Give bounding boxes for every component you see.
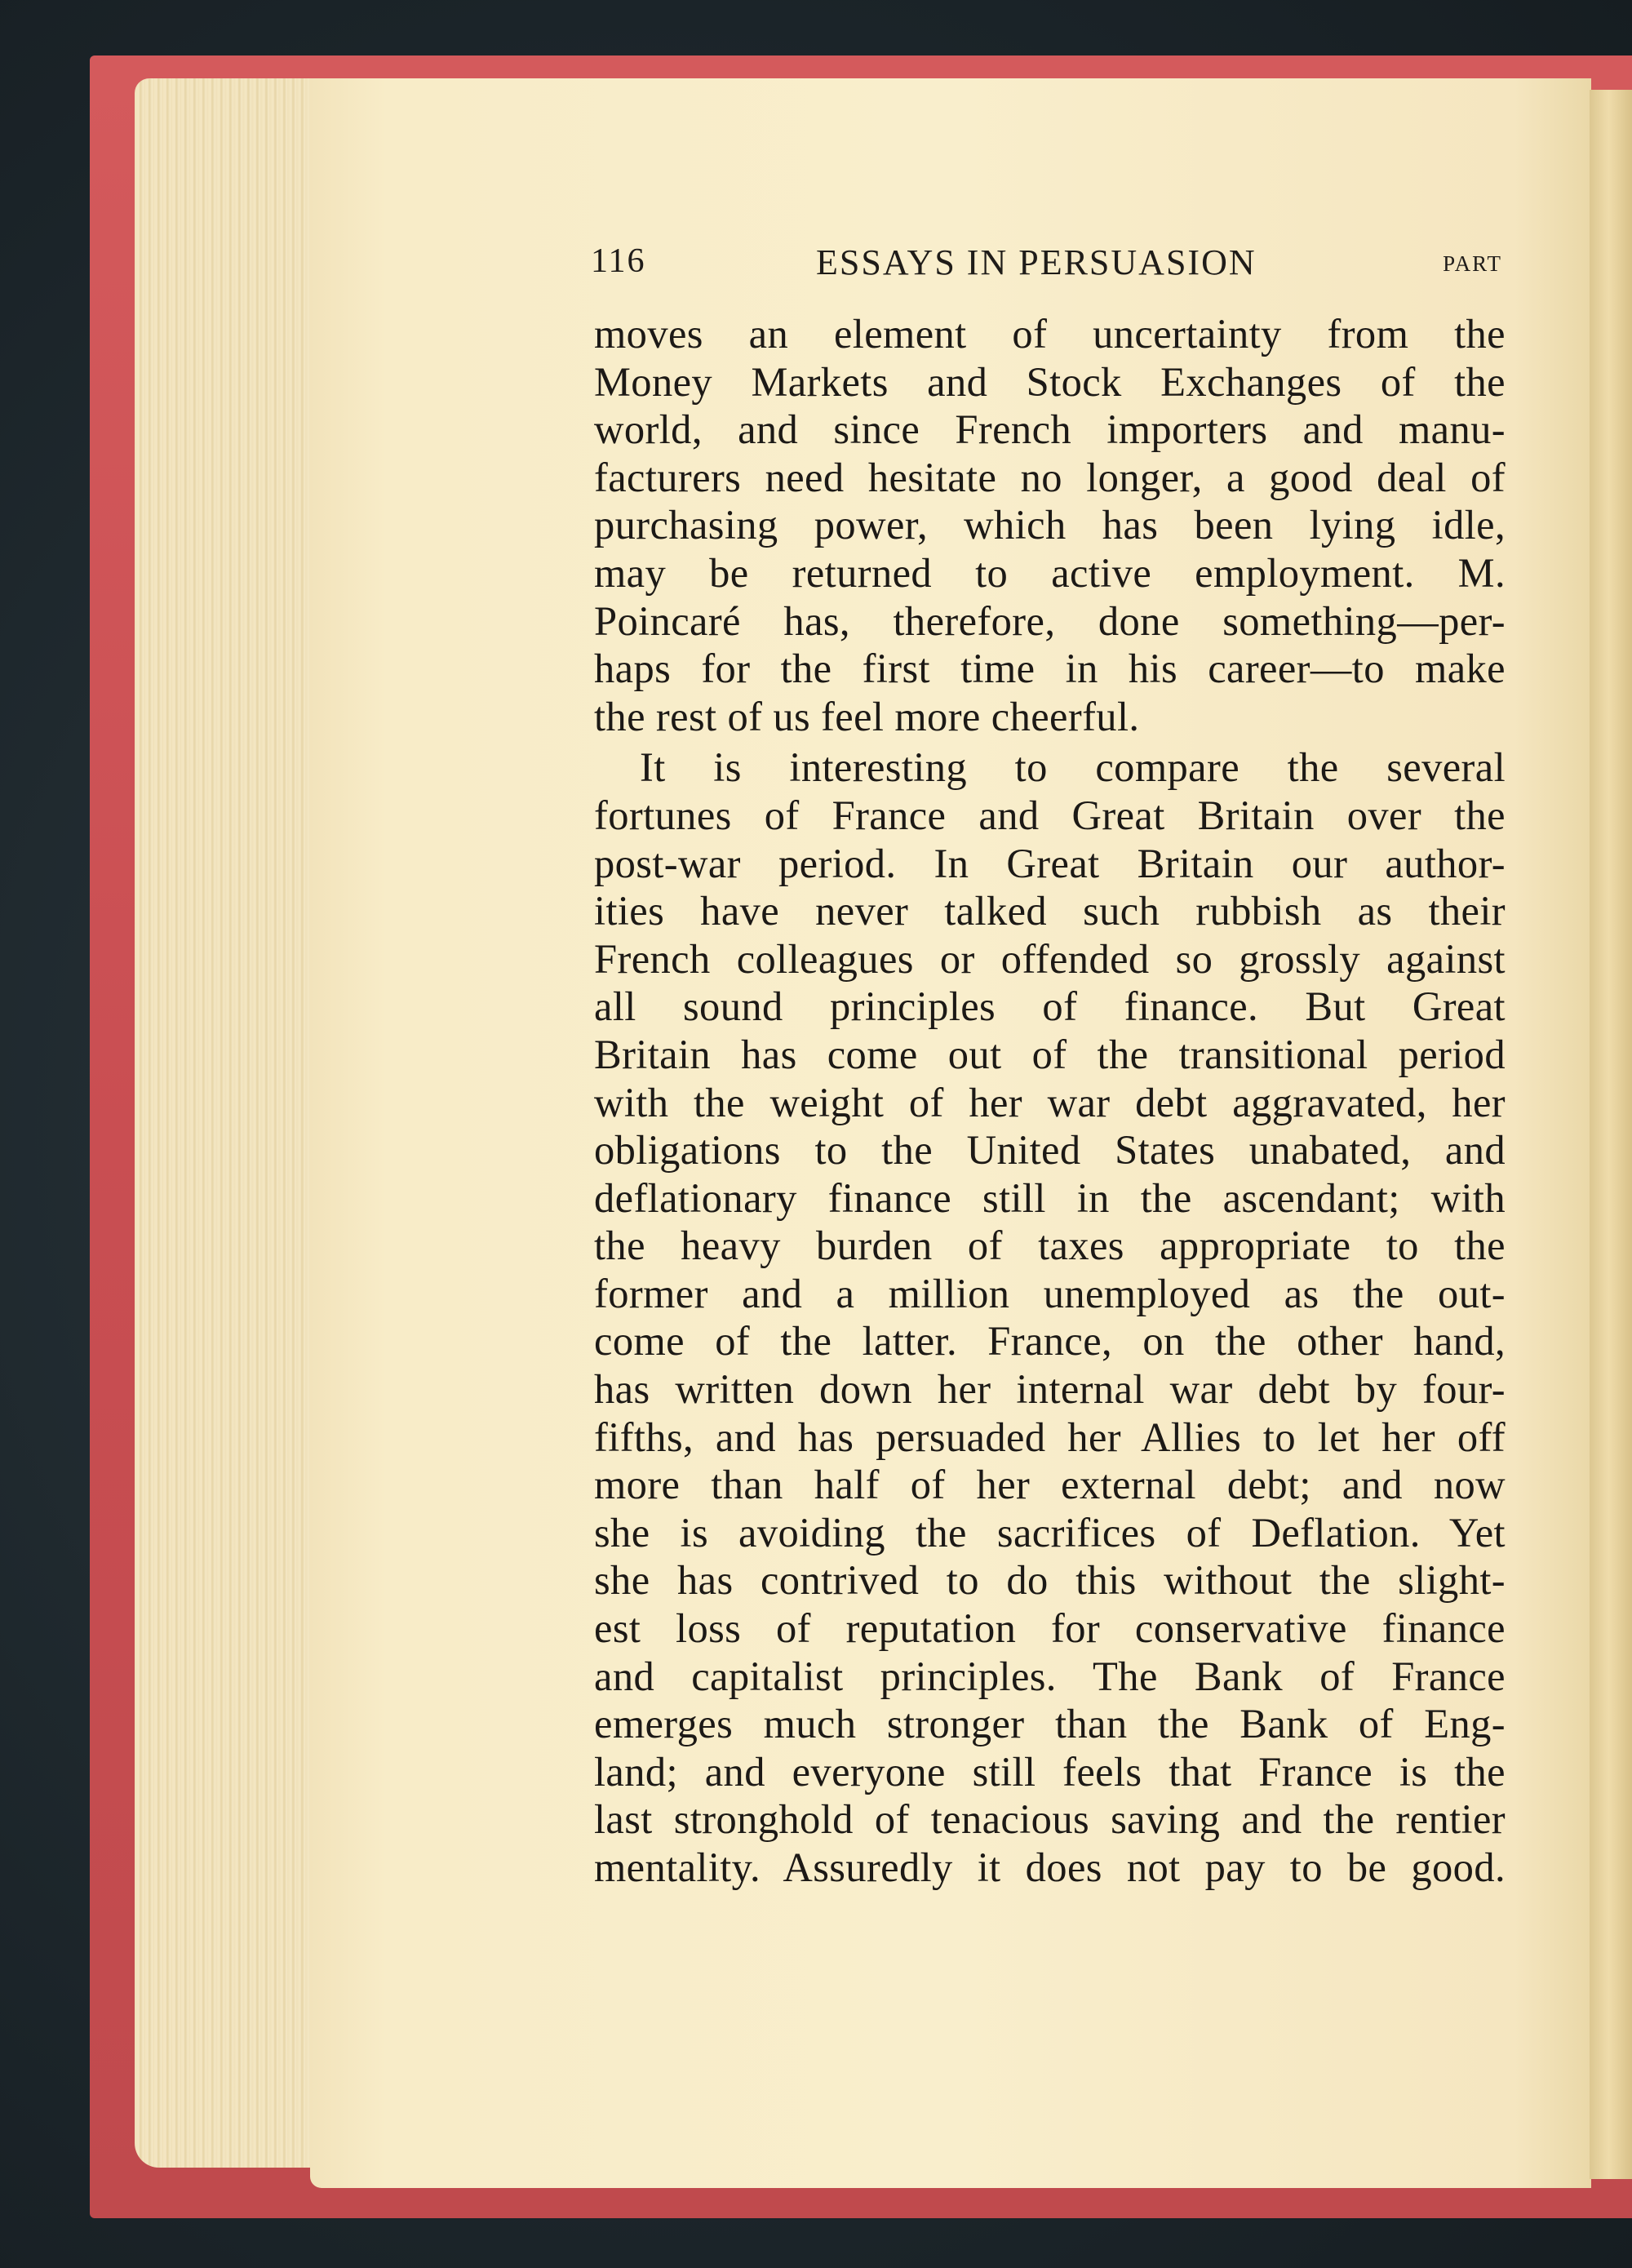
text-line: more than half of her external debt; and now (594, 1462, 1506, 1508)
text-line: emerges much stronger than the Bank of Eng- (594, 1701, 1506, 1747)
text-line: the rest of us feel more cheerful. (594, 693, 1140, 739)
text-line: mentality. Assuredly it does not pay to be good. (594, 1844, 1506, 1890)
text-line: she has contrived to do this without the slight- (594, 1557, 1506, 1604)
text-line: come of the latter. France, on the other hand, (594, 1318, 1506, 1365)
text-line: obligations to the United States unabated, and (594, 1127, 1506, 1174)
text-line: purchasing power, which has been lying idle, (594, 502, 1506, 548)
page-edges (135, 78, 330, 2168)
text-line: deflationary finance still in the ascendant; with (594, 1174, 1506, 1221)
next-page-gutter (1590, 90, 1632, 2179)
text-line: former and a million unemployed as the out- (594, 1270, 1506, 1316)
text-line: Britain has come out of the transitional period (594, 1031, 1506, 1077)
text-line: fortunes of France and Great Britain over the (594, 792, 1506, 838)
text-line: fifths, and has persuaded her Allies to let her off (594, 1414, 1506, 1460)
text-line: with the weight of her war debt aggravated, her (594, 1079, 1506, 1125)
text-line: the heavy burden of taxes appropriate to the (594, 1223, 1506, 1269)
body-text (594, 310, 1506, 1892)
text-line: facturers need hesitate no longer, a good deal of (594, 454, 1506, 500)
text-line: last stronghold of tenacious saving and the rentier (594, 1796, 1506, 1843)
text-line: world, and since French importers and manu- (594, 406, 1506, 453)
text-line: French colleagues or offended so grossly against (594, 935, 1506, 982)
text-line: and capitalist principles. The Bank of France (594, 1653, 1506, 1699)
running-title: ESSAYS IN PERSUASION (816, 242, 1257, 282)
running-header (591, 242, 1502, 291)
text-line: may be returned to active employment. M. (594, 549, 1506, 596)
text-line: est loss of reputation for conservative finance (594, 1605, 1506, 1652)
text-line: all sound principles of finance. But Great (594, 983, 1506, 1030)
text-line: has written down her internal war debt by four- (594, 1366, 1506, 1413)
text-line: ities have never talked such rubbish as their (594, 888, 1506, 934)
page-number: 116 (591, 242, 646, 280)
text-line: haps for the first time in his career—to make (594, 646, 1506, 692)
text-line: Poincaré has, therefore, done something—per- (594, 597, 1506, 644)
text-line: post-war period. In Great Britain our author- (594, 840, 1506, 886)
text-line: It is interesting to compare the several (640, 744, 1506, 791)
text-line: moves an element of uncertainty from the (594, 311, 1506, 357)
text-line: land; and everyone still feels that France is the (594, 1748, 1506, 1795)
part-label: PART (1443, 251, 1502, 276)
text-line: she is avoiding the sacrifices of Deflation. Yet (594, 1509, 1506, 1556)
text-line: Money Markets and Stock Exchanges of the (594, 358, 1506, 405)
